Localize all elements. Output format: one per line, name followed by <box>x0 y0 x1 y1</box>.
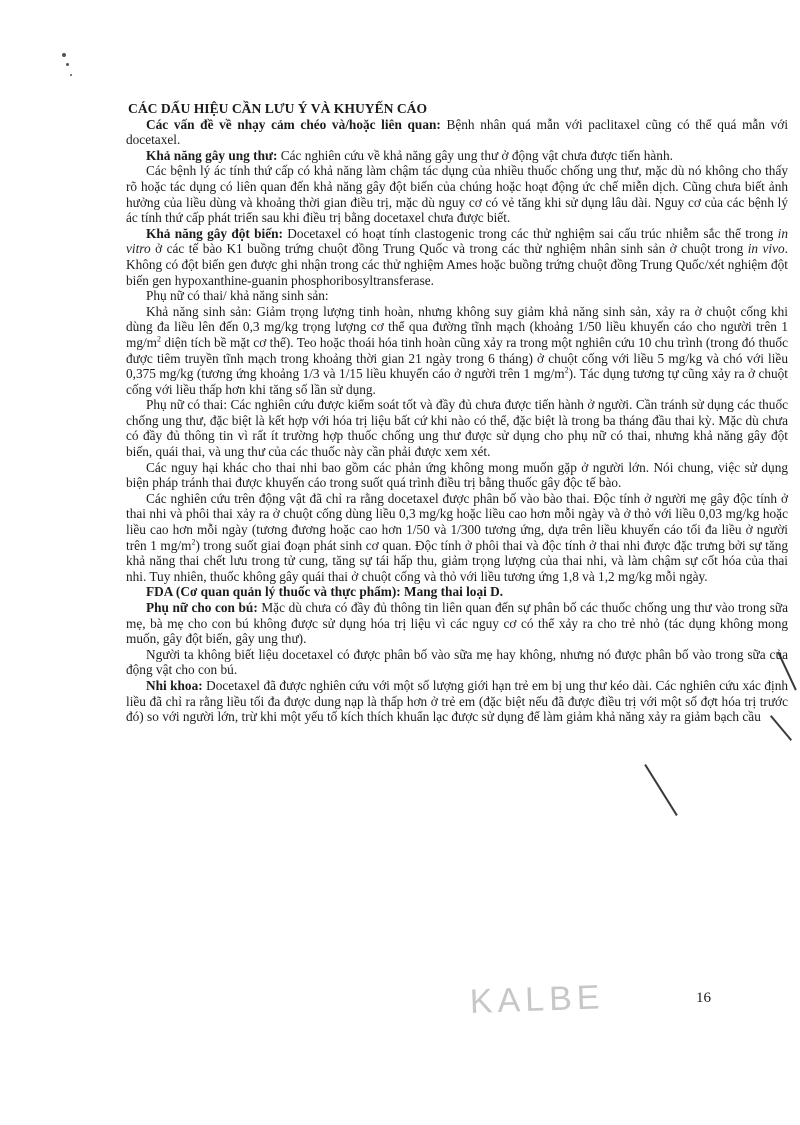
superscript: 2 <box>157 334 162 344</box>
italic-term: in vivo <box>747 241 785 257</box>
paragraph-text: Mặc dù chưa có đầy đủ thông tin liên quan đến sự phân bố các thuốc chống ung thư vào trong sữa mẹ, bà mẹ cho con bú không được sử dụng hóa trị liệu vì các nguy cơ có thể xảy ra cho trẻ nhỏ (tác dụng không mong muốn, gây đột biến, gây ung thư). <box>126 600 788 647</box>
pen-mark <box>644 764 677 816</box>
paragraph-text: Docetaxel có hoạt tính clastogenic trong các thử nghiệm sai cấu trúc nhiễm sắc thể trong <box>282 225 778 241</box>
paragraph-mutagenicity <box>126 226 788 288</box>
paragraph-milk-distribution: Người ta không biết liệu docetaxel có được phân bố vào sữa mẹ hay không, nhưng nó được phân bố vào trong sữa của động vật cho con bú. <box>126 646 788 678</box>
page-number: 16 <box>696 990 711 1006</box>
paragraph-pediatrics <box>126 678 788 725</box>
paragraph-label: Các vấn đề về nhạy cảm chéo và/hoặc liên quan: <box>146 116 441 132</box>
scan-speck <box>70 74 72 76</box>
paragraph-breastfeeding <box>126 600 788 647</box>
paragraph-text: ). Tác dụng tương tự cũng xảy ra ở chuột cống với liều thấp hơn khi tăng số lần sử dụng. <box>126 366 788 397</box>
paragraph-pregnancy-fertility-title: Phụ nữ có thai/ khả năng sinh sản: <box>146 288 329 304</box>
superscript: 2 <box>191 537 196 547</box>
paragraph-text: Khả năng sinh sản: Giảm trọng lượng tinh hoàn, nhưng không suy giảm khả năng sinh sản, xảy ra ở chuột cống khi dùng đa liều lên đến 0,3 mg/kg trọng lượng cơ thể qua đường tĩnh mạch (khoảng 1/50 liều khuyến cáo cho người trên 1 mg/m <box>126 303 788 350</box>
paragraph-secondary-malignancy: Các bệnh lý ác tính thứ cấp có khả năng làm chậm tác dụng của nhiều thuốc chống ung thư, mặc dù nó không cho thấy rõ hoặc tác dụng có liên quan đến khả năng gây đột biến của chúng hoặc hoạt động ức chế miễn dịch. Cũng chưa biết ảnh hưởng của liều dùng và khoảng thời gian điều trị, mặc dù nguy cơ có vẻ tăng khi sử dụng lâu dài. Nguy cơ của các bệnh lý ác tính thứ cấp phát triển sau khi điều trị bằng docetaxel chưa được biết. <box>126 163 788 226</box>
paragraph-fertility <box>126 304 788 398</box>
paragraph-text: Bệnh nhân quá mẫn với paclitaxel cũng có thể quá mẫn với docetaxel. <box>126 116 789 148</box>
paragraph-pregnancy: Phụ nữ có thai: Các nghiên cứu được kiểm soát tốt và đầy đủ chưa được tiến hành ở người. Cần tránh sử dụng các thuốc chống ung thư, đặc biệt là kết hợp với hóa trị liệu bất cứ khi nào có thể, đặc biệt là trong ba tháng đầu thai kỳ. Mặc dù chưa có đầy đủ thông tin vì rất ít trường hợp thuốc chống ung thư được sử dụng cho phụ nữ có thai, nhưng khả năng gây đột biến, quái thai, và ung thư của các thuốc này cần phải được xem xét. <box>126 397 788 460</box>
company-stamp <box>469 977 641 1033</box>
paragraph-cross-sensitivity <box>126 117 788 148</box>
italic-term: in vitro <box>126 225 788 257</box>
scan-speck <box>62 53 66 57</box>
paragraph-label: Phụ nữ cho con bú: <box>146 600 258 615</box>
paragraph-fetal-hazards: Các nguy hại khác cho thai nhi bao gồm các phản ứng không mong muốn gặp ở người lớn. Nói chung, việc sử dụng biện pháp tránh thai được khuyến cáo trong suốt quá trình điều trị bằng thuốc gây độc tế bào. <box>126 459 788 491</box>
paragraph-animal-studies <box>126 491 788 585</box>
paragraph-text: Docetaxel đã được nghiên cứu với một số lượng giới hạn trẻ em bị ung thư kéo dài. Các nghiên cứu xác định liều đã chỉ ra rằng liều tối đa được dung nạp là thấp hơn ở trẻ em (đặc biệt nếu đã được điều trị với một số đợt hóa trị trước đó) so với người lớn, trừ khi một yếu tố kích thích khuẩn lạc được sử dụng để làm giảm khả năng xảy ra giảm bạch cầu <box>126 677 788 725</box>
section-heading: CÁC DẤU HIỆU CẦN LƯU Ý VÀ KHUYẾN CÁO <box>128 101 428 116</box>
paragraph-text: Các nghiên cứu về khả năng gây ung thư ở động vật chưa được tiến hành. <box>277 147 673 163</box>
document-body <box>126 101 788 725</box>
paragraph-text: ) trong suốt giai đoạn phát sinh cơ quan. Độc tính ở phôi thai và độc tính ở thai nhi được đặc trưng bởi sự tăng khả năng thai chết lưu trong tử cung, tăng sự tái hấp thu, giảm trọng lượng của thai nhi, và làm chậm sự cốt hóa của thai nhi. Tuy nhiên, thuốc không gây quái thai ở chuột cống và thỏ với liều tương ứng 1,8 và 1,2 mg/kg mỗi ngày. <box>126 537 788 584</box>
paragraph-label: Khả năng gây đột biến: <box>146 225 283 241</box>
paragraph-text: diện tích bề mặt cơ thể). Teo hoặc thoái hóa tinh hoàn cũng xảy ra trong một nghiên cứu 10 chu trình (trong đó thuốc được tiêm truyền tĩnh mạch trong khoảng thời gian 21 ngày trong 6 tháng) ở chuột cống với liều 5 mg/kg và chó với liều 0,375 mg/kg (tương ứng khoảng 1/3 và 1/15 liều khuyến cáo ở người trên 1 mg/m <box>126 334 788 382</box>
paragraph-text: ở các tế bào K1 buồng trứng chuột đồng Trung Quốc và trong các thử nghiệm nhân sinh sản ở chuột trong <box>150 241 748 257</box>
paragraph-label: Khả năng gây ung thư: <box>146 147 278 163</box>
paragraph-fda-category: FDA (Cơ quan quản lý thuốc và thực phẩm): Mang thai loại D. <box>146 584 504 600</box>
scan-speck <box>66 63 69 66</box>
paragraph-carcinogenicity <box>126 148 788 164</box>
stamp-text: KALBE <box>469 978 606 1021</box>
paragraph-text: . Không có đột biến gen được ghi nhận trong các thử nghiệm Ames hoặc buồng trứng chuột đồng Trung Quốc/xét nghiệm đột biến gen hypoxanthine-guanin phosphoribosyltransferase. <box>126 241 788 288</box>
paragraph-text: Các nghiên cứu trên động vật đã chỉ ra rằng docetaxel được phân bố vào bào thai. Độc tính ở người mẹ gây độc tính ở thai nhi và phôi thai xảy ra ở chuột cống dùng liều 0,3 mg/kg hoặc liều cao hơn mỗi ngày và ở thỏ với liều 0,03 mg/kg hoặc liều cao hơn mỗi ngày (tương đương hoặc cao hơn 1/50 và 1/300 tương ứng, dựa trên liều khuyến cáo tối đa liều ở người trên 1 mg/m <box>126 490 788 553</box>
superscript: 2 <box>564 365 569 375</box>
paragraph-label: Nhi khoa: <box>146 677 203 693</box>
